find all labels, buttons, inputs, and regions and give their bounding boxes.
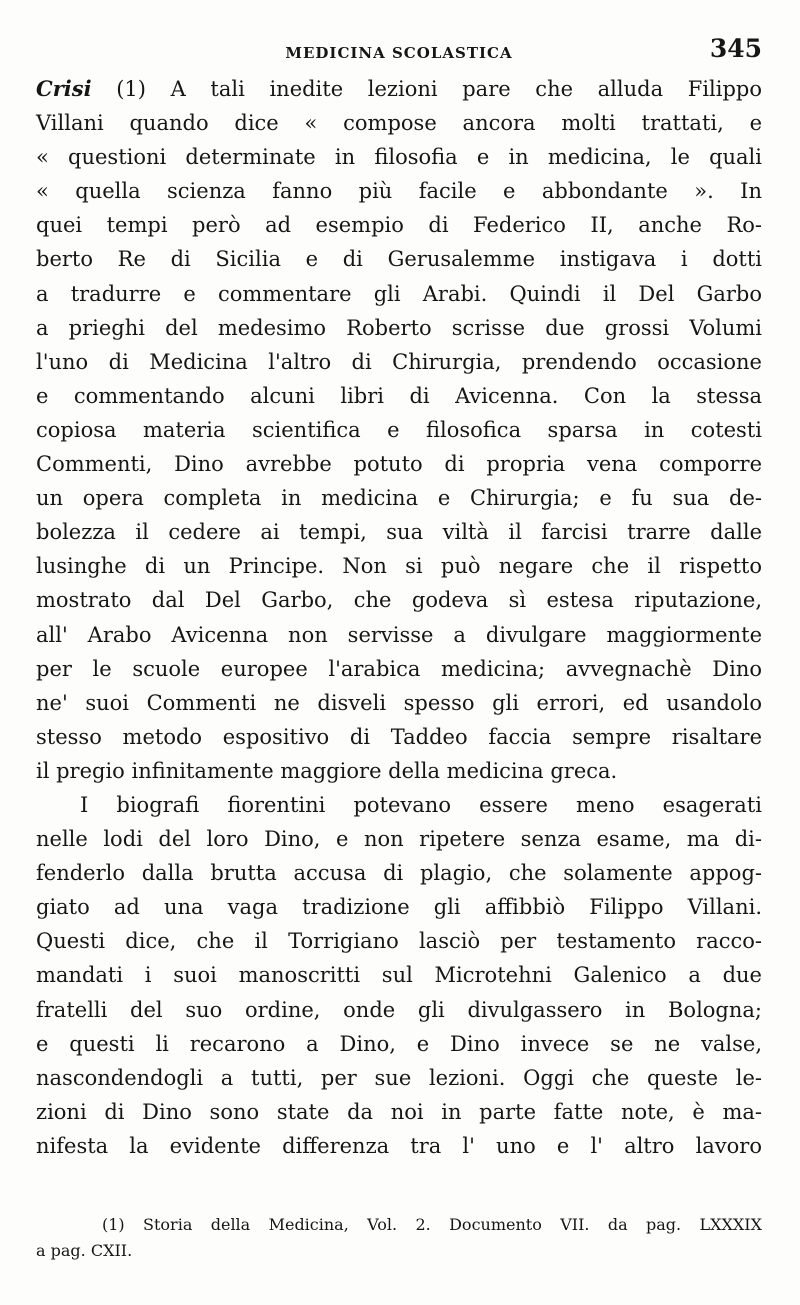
text-line: copiosa materia scientifica e filosofica sparsa in cotesti xyxy=(36,417,762,442)
paragraph-start-line: I biografi fiorentini potevano essere meno esagerati xyxy=(80,792,762,817)
text-line: Commenti, Dino avrebbe potuto di propria vena comporre xyxy=(36,452,762,477)
text-line: berto Re di Sicilia e di Gerusalemme instigava i dotti xyxy=(36,247,762,272)
text-line: a tradurre e commentare gli Arabi. Quindi il Del Garbo xyxy=(36,281,762,306)
text-line: fratelli del suo ordine, onde gli divulgassero in Bologna; xyxy=(36,997,762,1022)
text-line: fenderlo dalla brutta accusa di plagio, che solamente appog- xyxy=(36,861,762,886)
text-line xyxy=(36,72,762,106)
text-line-rest: (1) A tali inedite lezioni pare che alluda Filippo xyxy=(116,77,762,101)
text-line: « questioni determinate in filosofia e in medicina, le quali xyxy=(36,145,762,170)
text-line: nelle lodi del loro Dino, e non ripetere senza esame, ma di- xyxy=(36,827,762,852)
text-line: e commentando alcuni libri di Avicenna. Con la stessa xyxy=(36,383,762,408)
text-line: nascondendogli a tutti, per sue lezioni. Oggi che queste le- xyxy=(36,1065,762,1090)
text-line: mostrato dal Del Garbo, che godeva sì estesa riputazione, xyxy=(36,588,762,613)
footnote-line: (1) Storia della Medicina, Vol. 2. Documento VII. da pag. LXXXIX xyxy=(102,1215,762,1234)
text-line: giato ad una vaga tradizione gli affibbiò Filippo Villani. xyxy=(36,895,762,920)
text-line: lusinghe di un Principe. Non si può negare che il rispetto xyxy=(36,554,762,579)
text-line: e questi li recarono a Dino, e Dino invece se ne valse, xyxy=(36,1031,762,1056)
text-line: un opera completa in medicina e Chirurgia; e fu sua de- xyxy=(36,486,762,511)
text-line: l'uno di Medicina l'altro di Chirurgia, prendendo occasione xyxy=(36,349,762,374)
text-line: per le scuole europee l'arabica medicina; avvegnachè Dino xyxy=(36,656,762,681)
footnote xyxy=(36,1212,762,1264)
text-line: Questi dice, che il Torrigiano lasciò per testamento racco- xyxy=(36,929,762,954)
text-line: stesso metodo espositivo di Taddeo faccia sempre risaltare xyxy=(36,724,762,749)
text-line: zioni di Dino sono state da noi in parte fatte note, è ma- xyxy=(36,1099,762,1124)
body-text xyxy=(36,72,762,1163)
running-title: MEDICINA SCOLASTICA xyxy=(285,44,513,62)
text-line: nifesta la evidente differenza tra l' uno e l' altro lavoro xyxy=(36,1133,762,1158)
text-line: ne' suoi Commenti ne disveli spesso gli errori, ed usandolo xyxy=(36,690,762,715)
text-line: all' Arabo Avicenna non servisse a divulgare maggiormente xyxy=(36,622,762,647)
page-number: 345 xyxy=(709,34,762,63)
first-word: Crisi xyxy=(36,76,92,101)
text-line: quei tempi però ad esempio di Federico II, anche Ro- xyxy=(36,213,762,238)
text-line: mandati i suoi manoscritti sul Microtehni Galenico a due xyxy=(36,963,762,988)
page-header xyxy=(36,34,762,68)
text-line: bolezza il cedere ai tempi, sua viltà il farcisi trarre dalle xyxy=(36,520,762,545)
footnote-line: a pag. CXII. xyxy=(36,1241,133,1260)
text-line: a prieghi del medesimo Roberto scrisse due grossi Volumi xyxy=(36,315,762,340)
text-line: « quella scienza fanno più facile e abbondante ». In xyxy=(36,179,762,204)
text-line: il pregio infinitamente maggiore della medicina greca. xyxy=(36,758,618,783)
text-line: Villani quando dice « compose ancora molti trattati, e xyxy=(36,111,762,136)
